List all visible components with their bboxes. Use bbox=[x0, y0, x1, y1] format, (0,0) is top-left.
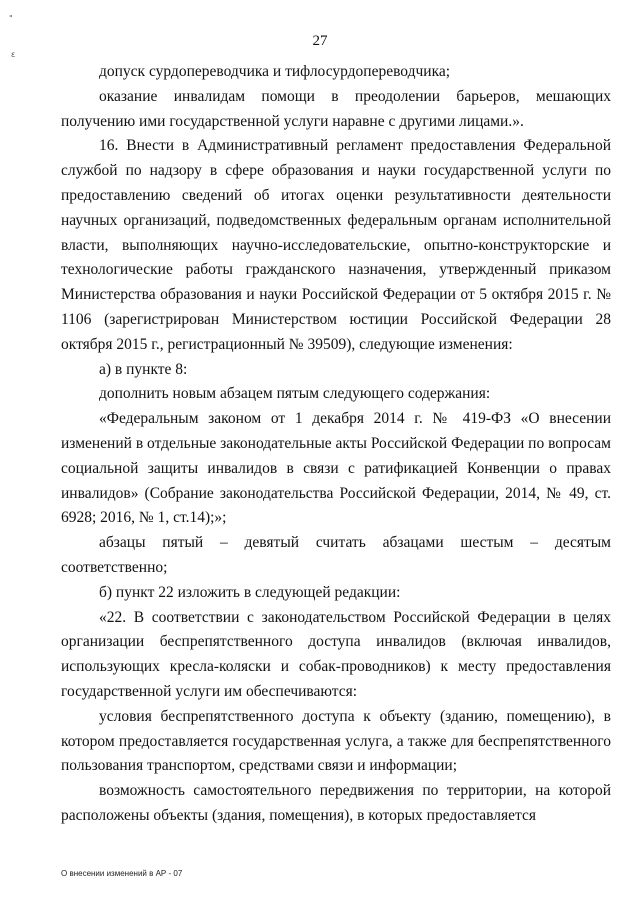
scan-artifact: " bbox=[9, 14, 13, 23]
paragraph: абзацы пятый – девятый считать абзацами шестым – десятым соответственно; bbox=[61, 534, 611, 576]
paragraph: дополнить новым абзацем пятым следующего содержания: bbox=[99, 385, 491, 403]
scan-artifact: ε bbox=[11, 50, 16, 59]
document-body bbox=[61, 60, 611, 829]
page-number: 27 bbox=[312, 33, 328, 49]
paragraph: б) пункт 22 изложить в следующей редакции: bbox=[99, 583, 401, 601]
paragraph: «Федеральным законом от 1 декабря 2014 г. № 419-ФЗ «О внесении изменений в отдельные законодательные акты Российской Федерации по вопросам социальной защиты инвалидов в связи с ратификацией Конвенции о правах инвалидов» (Собрание законодательства Российской Федерации, 2014, № 49, ст. 6928; 2016, № 1, ст.14);»; bbox=[61, 410, 611, 527]
paragraph: оказание инвалидам помощи в преодолении барьеров, мешающих получению ими государственной услуги наравне с другими лицами.». bbox=[61, 87, 611, 130]
paragraph: 16. Внести в Административный регламент предоставления Федеральной службой по надзору в сфере образования и науки государственной услуги по предоставлению сведений об итогах оценки результативности деятельности научных организаций, подведомственных федеральным органам исполнительной власти, выполняющих научно-исследовательские, опытно-конструкторские и технологические работы гражданского назначения, утвержденный приказом Министерства образования и науки Российской Федерации от 5 октября 2015 г. № 1106 (зарегистрирован Министерством юстиции Российской Федерации 28 октября 2015 г., регистрационный № 39509), следующие изменения: bbox=[61, 137, 611, 353]
footer-note: О внесении изменений в АР - 07 bbox=[61, 869, 183, 878]
paragraph: допуск сурдопереводчика и тифлосурдопереводчика; bbox=[99, 63, 451, 80]
paragraph: условия беспрепятственного доступа к объекту (зданию, помещению), в котором предоставляется государственная услуга, а также для беспрепятственного пользования транспортом, средствами связи и информации; bbox=[61, 707, 611, 775]
paragraph: «22. В соответствии с законодательством Российской Федерации в целях организации беспрепятственного доступа инвалидов (включая инвалидов, использующих кресла-коляски и собак-проводников) к месту предоставления государственной услуги им обеспечиваются: bbox=[61, 608, 611, 700]
paragraph: а) в пункте 8: bbox=[99, 360, 188, 378]
paragraph: возможность самостоятельного передвижения по территории, на которой расположены объекты (здания, помещения), в которых предоставляется bbox=[61, 782, 611, 824]
